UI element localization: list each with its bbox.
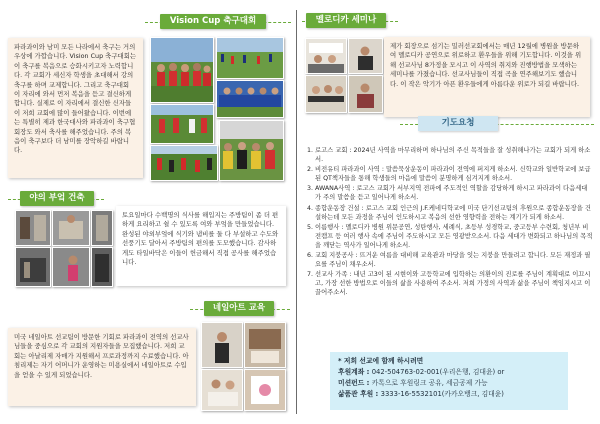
kitchen-photo-5 (52, 247, 90, 287)
support-value: 카톡으로 후원링크 공유, 세금공제 가능 (371, 379, 488, 387)
vision-cup-title: Vision Cup 축구대회 (160, 14, 266, 29)
melodica-photo-4 (348, 75, 383, 113)
nailart-photo-2 (244, 322, 286, 368)
prayer-list (303, 146, 593, 346)
nailart-body: 미국 네일아트 선교팀이 방문한 기회로 파라과이 전역의 선교사님들을 중심으로 각 교회의 지원자들을 모집했습니다. 저희 교회는 아날리제 자매가 지원해서 프로과정까지 수료했습니다. 아침리제는 자기 어머니가 운영하는 미용실에서 네일아트로 수입을 얻을 수 있게 되었습니다. (14, 333, 189, 379)
support-line-kakao (338, 389, 560, 400)
center-divider (296, 10, 297, 414)
melodica-card (384, 37, 590, 117)
support-label: 후원계좌 : (338, 368, 372, 376)
support-line-account (338, 367, 560, 378)
prayer-item: 1. 로고스 교회 : 2024년 사역을 마무리하며 하나님의 주신 목적들을 잘 성취해나가는 교회가 되게 하소서. (315, 146, 593, 164)
melodica-body: 제가 회장으로 섬기는 밀러선교회에서는 매년 12월에 병원을 방문하여 멜로디카 공연으로 위로하고 환우들을 위해 기도합니다. 이것을 위해 선교사님 8가정을 모시고 이 사역의 취지와 진행방법을 모색하는 세미나를 가졌습니다. 선교사님들이 직접 곡을 연주해보기도 했습니다. 이 작은 악기가 아픈 환우들에게 아름다운 위로가 되길 바랍니다. (390, 42, 582, 88)
melodica-photo-3 (305, 75, 347, 113)
kitchen-photo-3 (91, 210, 113, 246)
melodica-photo-2 (348, 38, 383, 74)
kitchen-photo-2 (52, 210, 90, 246)
prayer-item: 5. 이름행사 : 멜로디카 병원 위문공연, 성탄행사, 세례식, 초등부 성경학교, 중고등부 수련회, 청년부 비전캠프 등 여러 행사 속에 주님이 주도하시고 모든 영광받으소서. 다음 세대가 변화되고 하나님의 목적을 깨닫는 역사가 일어나게 하소서. (315, 223, 593, 250)
support-value: 3333-16-5532101(카카오뱅크, 김대윤) (380, 390, 504, 398)
kitchen-body: 토요일마다 수백명의 식사를 해입지는 주방팀이 좀 더 편하게 요리하고 쉴 수 있도록 여와 부엌을 만들었습니다. 완성된 야외부엌에 식기와 냄비를 둘 다 부설하고 수도와 선풍기도 달아서 주방팀의 편의를 도모했습니다. 감사하게도 타일바닥은 이들이 헌금해서 직접 공사를 해주었습니다. (122, 211, 279, 267)
nailart-card (8, 328, 196, 406)
melodica-photo-1 (305, 38, 347, 74)
kitchen-title: 야의 부엌 건축 (20, 191, 94, 206)
prayer-item: 3. AWANA사역 : 로고스 교회가 서부지역 전파에 주도적인 역할을 감당하게 하시고 파라과이 다음세대가 주의 말씀을 듣고 일어나게 하소서. (315, 184, 593, 202)
kitchen-photo-1 (15, 210, 51, 246)
kitchen-card (116, 206, 286, 286)
vision-cup-photo-blue-team (216, 80, 284, 118)
vision-cup-card (8, 38, 143, 178)
vision-cup-photo-field (216, 37, 284, 79)
kitchen-photo-6 (91, 247, 113, 287)
kitchen-photo-4 (15, 247, 51, 287)
prayer-title: 기도요청 (418, 116, 498, 131)
vision-cup-photo-players (150, 104, 214, 144)
support-line-missionfund (338, 378, 560, 389)
support-heading: * 저희 선교에 함께 하시려면 (338, 357, 424, 365)
vision-cup-photo-crowd (219, 120, 284, 181)
support-label: 삶품관 후원 : (338, 390, 381, 398)
nailart-photo-4 (244, 369, 286, 411)
prayer-item: 2. 비전유티 파라과이 사역 : 말씀묵상운동이 파라과이 전역에 퍼지게 하소서. 신학교와 일반학교에 보급된 QT책자들을 통해 학생들의 마음에 말씀이 분명하게 심겨지게 하소서. (315, 165, 593, 183)
support-box (330, 352, 568, 410)
nailart-photo-3 (201, 369, 243, 411)
vision-cup-photo-match (150, 145, 218, 181)
nailart-photo-1 (201, 322, 243, 368)
vision-cup-body: 파라과이와 남미 모든 나라에서 축구는 거의 우상에 가깝습니다. Vision Cup 축구대회는 이 축구를 복음으로 승화시키고자 노력합니다. 각 교회가 세신자 학생을 초대해서 강의 축구를 하며 교제합니다. 그리고 축구대회 이 자리에 와서 먼저 복음을 듣고 결신하게 합니다. 실제로 이 자리에서 결신한 신자들이 저희 교회에 많이 들어왔습니다. 이번에는 특별히 제과 한국대사와 파라과이 축구협회장도 와서 축사를 해주었습니다. 주의 복음이 축구보다 더 남미를 장악하길 바랍니다. (14, 43, 137, 155)
support-value: 042-504763-02-001(우리은행, 김대윤) or (371, 368, 505, 376)
nailart-title: 네일아트 교육 (204, 301, 274, 316)
prayer-item: 6. 교회 지붕공사 : 뜨거운 여름을 대비해 교육관과 마당을 잇는 지붕을 만들려고 합니다. 모든 재정과 필요를 주님이 채우소서. (315, 251, 593, 269)
support-label: 미션펀드 : (338, 379, 372, 387)
melodica-title: 멜로디카 세미나 (306, 13, 386, 28)
vision-cup-photo-team (150, 37, 214, 103)
prayer-item: 7. 선교사 가족 : 내년 고3이 된 시현이와 고등학교에 입학하는 의환이의 진로를 주님이 계획대로 이끄시고, 가장 선한 방법으로 이들의 삶을 사용하여 주소서. 저희 가정의 사역과 삶을 주님이 책임지시고 이끌어주소서. (315, 270, 593, 297)
prayer-item: 4. 종합운동장 건설 : 로고스 교회 인근의 J.F.케네디학교에 미국 단기선교팀의 후원으로 종합운동장을 건설하는데 모든 과정을 주님이 인도하시고 복음의 선한 영향력을 전하는 계기가 되게 하소서. (315, 204, 593, 222)
